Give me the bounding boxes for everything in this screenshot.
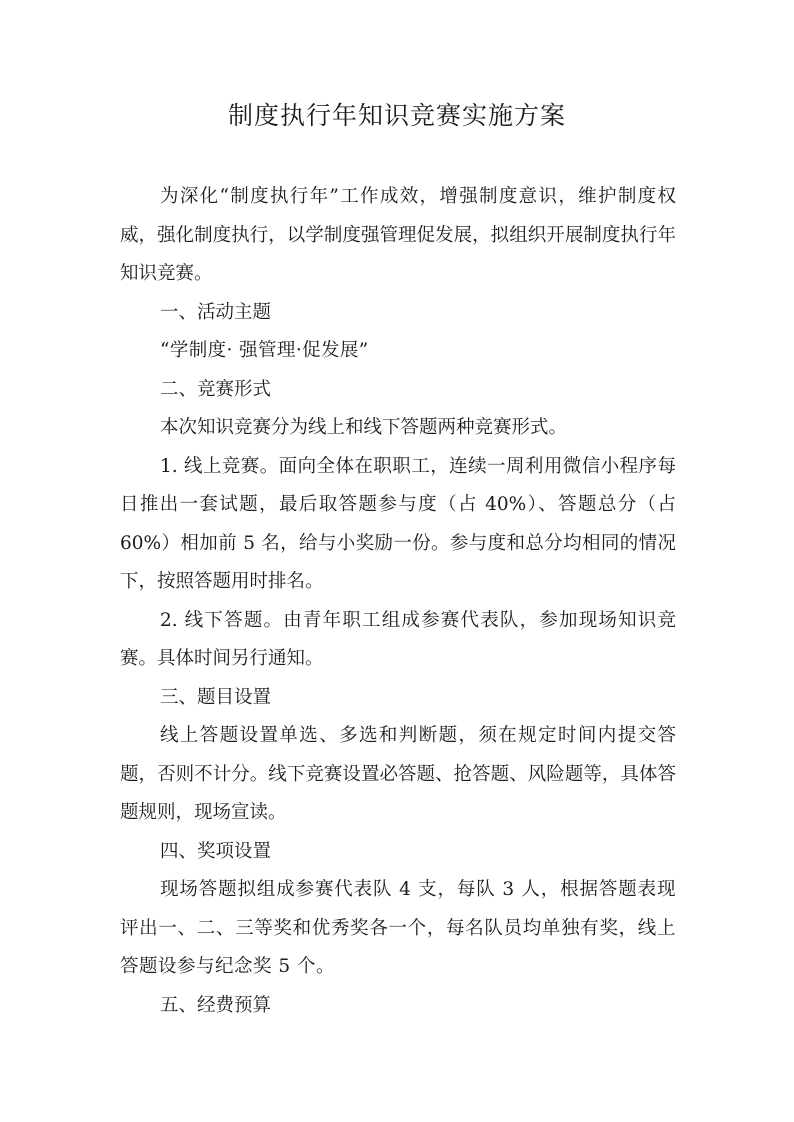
document-body [120, 178, 676, 1025]
question-setup-paragraph: 线上答题设置单选、多选和判断题，须在规定时间内提交答题，否则不计分。线下竞赛设置必答题、抢答题、风险题等，具体答题规则，现场宣读。 [120, 725, 676, 823]
awards-paragraph: 现场答题拟组成参赛代表队 4 支，每队 3 人，根据答题表现评出一、二、三等奖和优秀奖各一个，每名队员均单独有奖，线上答题设参与纪念奖 5 个。 [120, 879, 676, 977]
section-heading-budget: 五、经费预算 [160, 994, 272, 1016]
section-heading-activity-theme: 一、活动主题 [160, 301, 272, 323]
section-heading-question-setup: 三、题目设置 [160, 686, 272, 708]
offline-answering-paragraph: 2. 线下答题。由青年职工组成参赛代表队，参加现场知识竞赛。具体时间另行通知。 [120, 609, 676, 669]
theme-slogan: “学制度· 强管理·促发展” [160, 340, 369, 361]
section-heading-awards: 四、奖项设置 [160, 840, 272, 862]
intro-paragraph: 为深化“制度执行年”工作成效，增强制度意识，维护制度权威，强化制度执行，以学制度强管理促发展，拟组织开展制度执行年知识竞赛。 [120, 186, 676, 284]
document-title: 制度执行年知识竞赛实施方案 [227, 101, 566, 130]
competition-format-paragraph: 本次知识竞赛分为线上和线下答题两种竞赛形式。 [160, 417, 568, 438]
section-heading-competition-format: 二、竞赛形式 [160, 378, 272, 400]
online-competition-paragraph: 1. 线上竞赛。面向全体在职职工，连续一周利用微信小程序每日推出一套试题，最后取答题参与度（占 40%）、答题总分（占 60%）相加前 5 名，给与小奖励一份。参与度和总分均相同的情况下，按照答题用时排名。 [120, 455, 676, 592]
